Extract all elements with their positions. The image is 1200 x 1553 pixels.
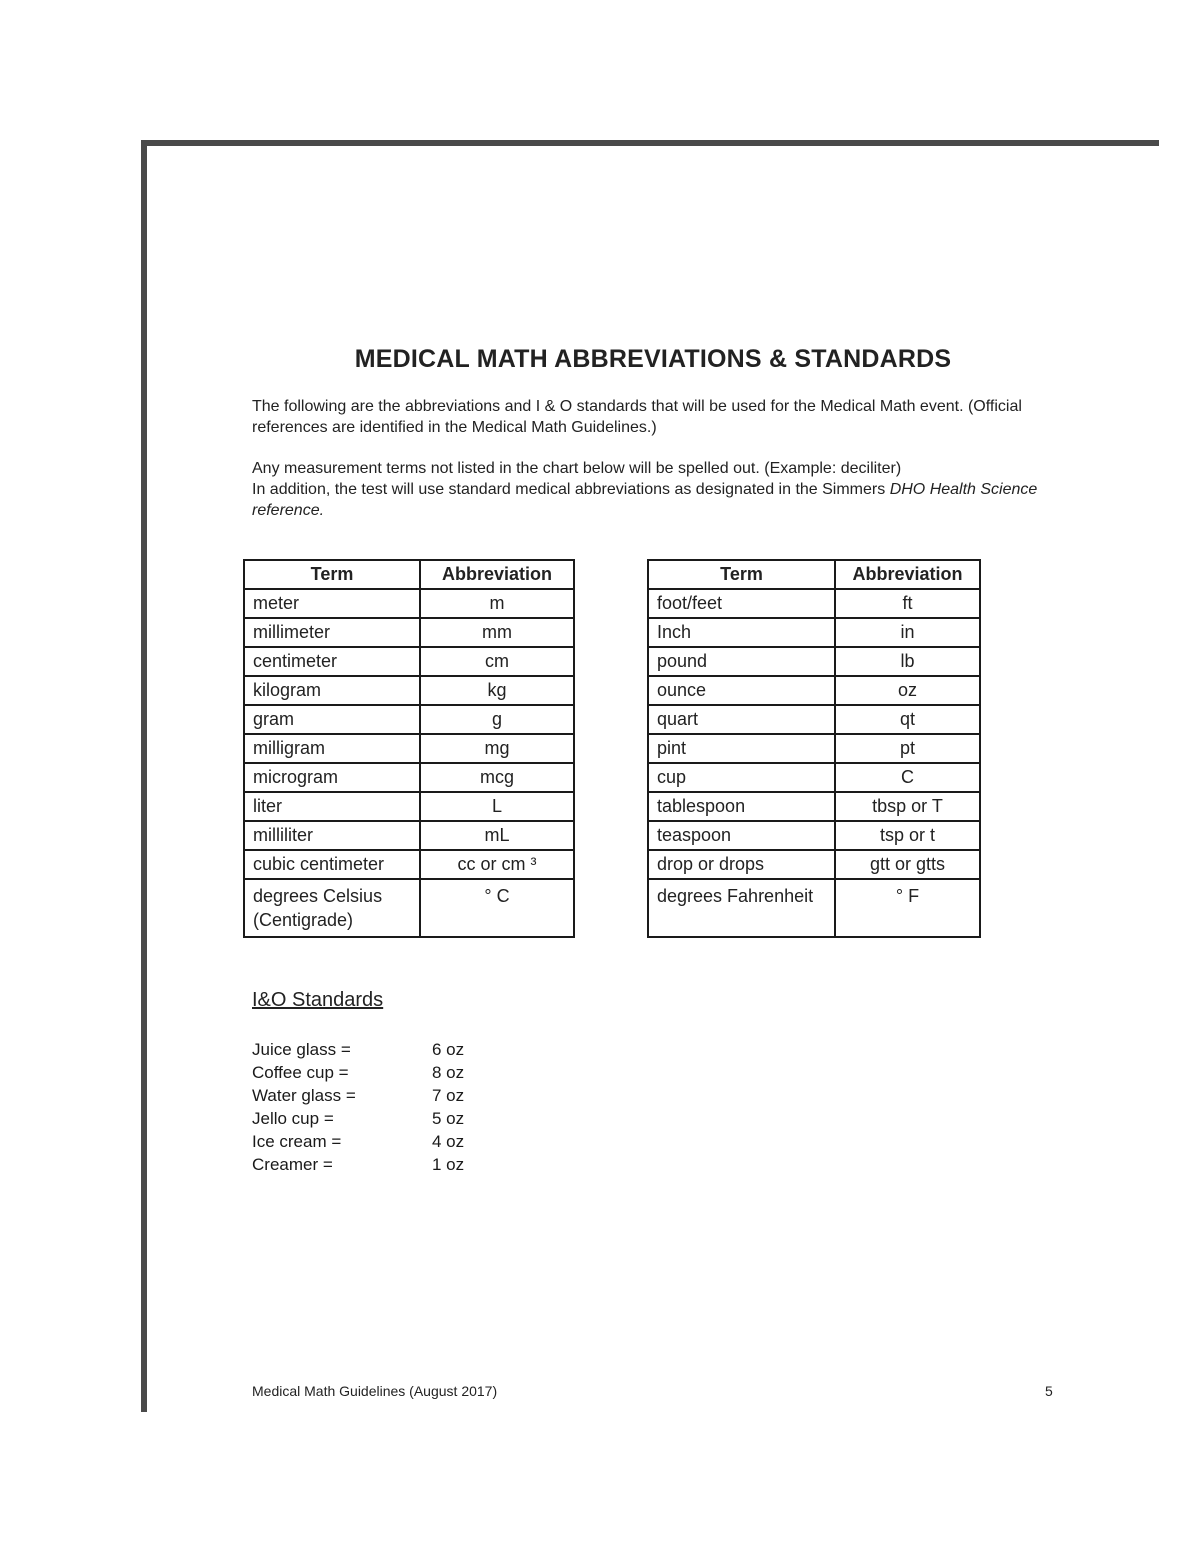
abbreviation-cell: C — [835, 763, 980, 792]
abbreviation-cell: oz — [835, 676, 980, 705]
header-term: Term — [648, 560, 835, 589]
term-cell: degrees Celsius (Centigrade) — [244, 879, 420, 937]
table-row — [244, 734, 574, 763]
intro-paragraph-2 — [252, 458, 1042, 521]
footer-page-number: 5 — [1045, 1383, 1053, 1399]
term-cell: pound — [648, 647, 835, 676]
abbreviation-cell: cc or cm ³ — [420, 850, 574, 879]
term-cell: milligram — [244, 734, 420, 763]
io-label: Creamer = — [252, 1155, 333, 1174]
io-value: 4 oz — [432, 1132, 465, 1151]
table-row — [648, 792, 980, 821]
list-item — [252, 1130, 464, 1153]
table-row — [244, 821, 574, 850]
table-row — [244, 618, 574, 647]
table-row — [648, 676, 980, 705]
term-cell: cup — [648, 763, 835, 792]
table-row — [648, 821, 980, 850]
io-label: Juice glass = — [252, 1040, 351, 1059]
io-value: 7 oz — [432, 1086, 465, 1105]
io-label: Water glass = — [252, 1086, 356, 1105]
header-abbreviation: Abbreviation — [835, 560, 980, 589]
table-row — [244, 589, 574, 618]
abbreviation-cell: gtt or gtts — [835, 850, 980, 879]
list-item — [252, 1061, 464, 1084]
abbreviation-cell: tsp or t — [835, 821, 980, 850]
term-cell: kilogram — [244, 676, 420, 705]
term-cell: liter — [244, 792, 420, 821]
abbreviation-cell: cm — [420, 647, 574, 676]
io-value: 6 oz — [432, 1040, 465, 1059]
table-row — [648, 879, 980, 937]
page-title: MEDICAL MATH ABBREVIATIONS & STANDARDS — [354, 345, 952, 373]
term-cell: Inch — [648, 618, 835, 647]
table-row — [648, 618, 980, 647]
abbreviation-cell: mm — [420, 618, 574, 647]
abbreviation-cell: m — [420, 589, 574, 618]
table-row — [244, 676, 574, 705]
term-cell: pint — [648, 734, 835, 763]
table-row — [648, 763, 980, 792]
table-row — [648, 734, 980, 763]
abbreviation-cell: lb — [835, 647, 980, 676]
abbreviation-table-metric — [243, 559, 575, 938]
table-row — [648, 705, 980, 734]
term-cell: degrees Fahrenheit — [648, 879, 835, 937]
intro-line-2: In addition, the test will use standard medical abbreviations as designated in the Simmers — [252, 481, 886, 498]
io-standards-list — [252, 1038, 464, 1176]
page-frame-left-border — [141, 140, 147, 1412]
abbreviation-cell: L — [420, 792, 574, 821]
term-cell: meter — [244, 589, 420, 618]
io-label: Ice cream = — [252, 1132, 342, 1151]
abbreviation-cell: tbsp or T — [835, 792, 980, 821]
table-header-row — [648, 560, 980, 589]
term-cell: cubic centimeter — [244, 850, 420, 879]
term-cell: millimeter — [244, 618, 420, 647]
abbreviation-cell: qt — [835, 705, 980, 734]
term-cell: microgram — [244, 763, 420, 792]
abbreviation-cell: pt — [835, 734, 980, 763]
abbreviation-cell: kg — [420, 676, 574, 705]
term-cell: ounce — [648, 676, 835, 705]
footer-document-title: Medical Math Guidelines (August 2017) — [252, 1383, 498, 1399]
table-row — [244, 647, 574, 676]
abbreviation-cell: ft — [835, 589, 980, 618]
intro-reference: DHO Health Science reference. — [252, 481, 1038, 519]
table-row — [244, 879, 574, 937]
table-header-row — [244, 560, 574, 589]
table-row — [648, 589, 980, 618]
table-row — [648, 850, 980, 879]
term-cell: drop or drops — [648, 850, 835, 879]
header-term: Term — [244, 560, 420, 589]
io-standards-heading: I&O Standards — [252, 989, 384, 1011]
list-item — [252, 1107, 464, 1130]
term-cell: quart — [648, 705, 835, 734]
term-cell: tablespoon — [648, 792, 835, 821]
list-item — [252, 1153, 464, 1176]
io-value: 1 oz — [432, 1155, 465, 1174]
term-cell: teaspoon — [648, 821, 835, 850]
abbreviation-cell: ° C — [420, 879, 574, 937]
table-row — [244, 792, 574, 821]
abbreviation-cell: mg — [420, 734, 574, 763]
io-label: Coffee cup = — [252, 1063, 349, 1082]
term-cell: foot/feet — [648, 589, 835, 618]
io-value: 5 oz — [432, 1109, 465, 1128]
table-row — [648, 647, 980, 676]
term-cell: gram — [244, 705, 420, 734]
list-item — [252, 1038, 464, 1061]
term-cell: centimeter — [244, 647, 420, 676]
list-item — [252, 1084, 464, 1107]
abbreviation-cell: ° F — [835, 879, 980, 937]
table-row — [244, 850, 574, 879]
table-row — [244, 705, 574, 734]
header-abbreviation: Abbreviation — [420, 560, 574, 589]
abbreviation-cell: mL — [420, 821, 574, 850]
page-frame-top-border — [141, 140, 1159, 146]
intro-line-1: Any measurement terms not listed in the chart below will be spelled out. (Example: deciliter) — [252, 460, 902, 477]
intro-paragraph-1: The following are the abbreviations and I & O standards that will be used for the Medical Math event. (Official references are identified in the Medical Math Guidelines.) — [252, 398, 1022, 436]
io-label: Jello cup = — [252, 1109, 334, 1128]
io-value: 8 oz — [432, 1063, 465, 1082]
term-cell: milliliter — [244, 821, 420, 850]
abbreviation-cell: mcg — [420, 763, 574, 792]
abbreviation-cell: in — [835, 618, 980, 647]
abbreviation-table-us-customary — [647, 559, 981, 938]
abbreviation-cell: g — [420, 705, 574, 734]
table-row — [244, 763, 574, 792]
